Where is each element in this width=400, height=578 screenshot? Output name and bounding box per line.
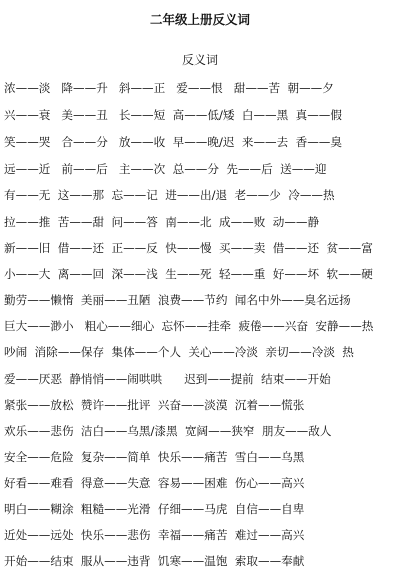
antonym-line: 新——旧 借——还 正——反 快——慢 买——卖 借——还 贫——富: [4, 241, 373, 255]
antonym-line: 爱——厌恶 静悄悄——闹哄哄 迟到——提前 结束——开始: [4, 372, 331, 386]
antonym-line: 拉——推 苦——甜 问——答 南——北 成——败 动——静: [4, 215, 320, 229]
antonym-line: 吵闹 消除——保存 集体——个人 关心——冷淡 亲切——冷淡 热: [4, 345, 354, 359]
antonym-line: 远——近 前——后 主——次 总——分 先——后 送——迎: [4, 162, 327, 176]
antonym-line: 好看——难看 得意——失意 容易——困难 伤心——高兴: [4, 476, 305, 490]
antonym-line: 巨大——渺小 粗心——细心 忘怀——挂牵 疲倦——兴奋 安静——热: [4, 319, 374, 333]
antonym-line: 勤劳——懒惰 美丽——丑陋 浪费——节约 闻名中外——臭名远扬: [4, 293, 351, 307]
antonym-line: 兴——衰 美——丑 长——短 高——低/矮 白——黑 真——假: [4, 108, 342, 122]
page-title: 二年级上册反义词: [149, 12, 250, 27]
antonym-line: 笑——哭 合——分 放——收 早——晚/迟 来——去 香——臭: [4, 135, 342, 149]
antonym-line: 有——无 这——那 忘——记 进——出/退 老——少 冷——热: [4, 188, 335, 202]
antonym-line: 近处——远处 快乐——悲伤 幸福——痛苦 难过——高兴: [4, 528, 305, 542]
antonym-line: 紧张——放松 赞许——批评 兴奋——淡漠 沉着——慌张: [4, 398, 305, 412]
antonym-line: 浓——淡 降——升 斜——正 爱——恨 甜——苦 朝——夕: [4, 81, 334, 95]
antonym-line: 明白——糊涂 粗糙——光滑 仔细——马虎 自信——自卑: [4, 502, 305, 516]
antonym-line: 安全——危险 复杂——简单 快乐——痛苦 雪白——乌黑: [4, 450, 305, 464]
antonym-line: 开始——结束 服从——违背 饥寒——温饱 索取——奉献: [4, 554, 305, 568]
antonym-line: 欢乐——悲伤 洁白——乌黑/漆黑 宽阔——狭窄 朋友——敌人: [4, 424, 332, 438]
page-subtitle: 反义词: [181, 53, 218, 67]
antonym-line: 小——大 离——回 深——浅 生——死 轻——重 好——坏 软——硬: [4, 267, 373, 281]
